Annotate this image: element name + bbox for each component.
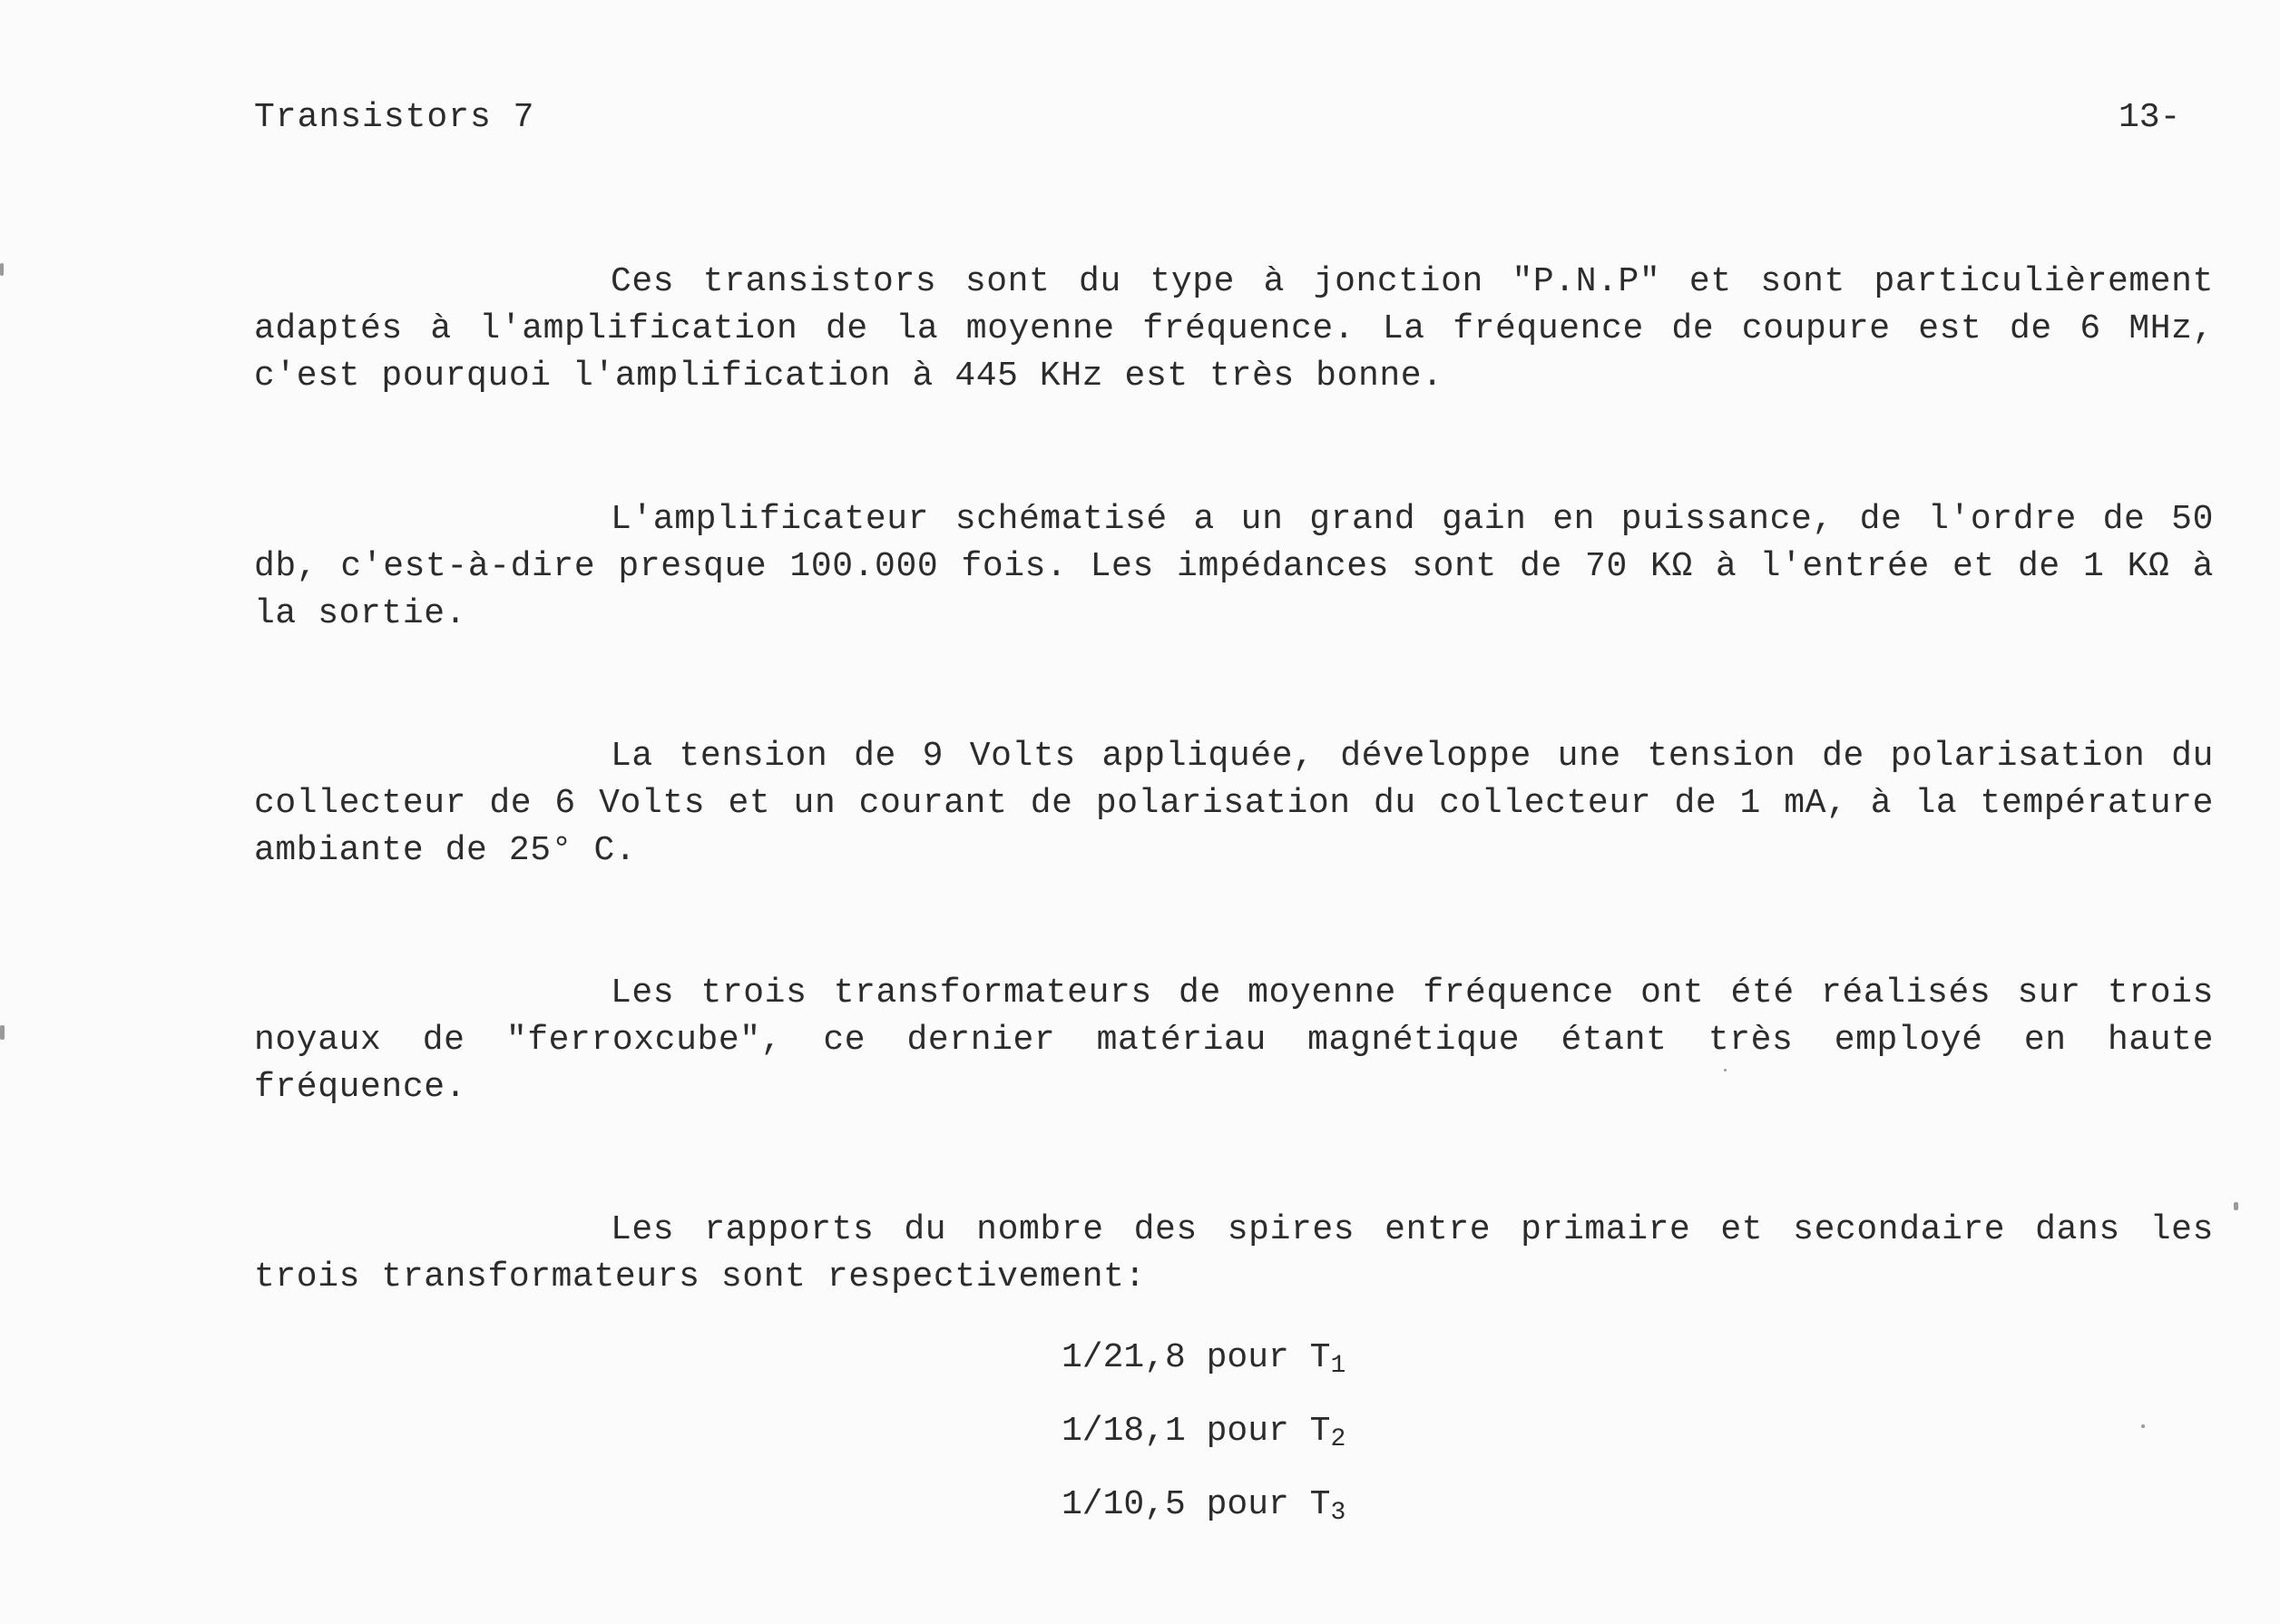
paragraph [254, 259, 2214, 400]
paragraph-text: L'amplificateur schématisé a un grand gain en puissance, de l'ordre de 50 db, c'est-à-dire presque 100.000 fois. Les impédances sont de 70 KΩ à l'entrée et de 1 KΩ à la sortie. [254, 500, 2214, 633]
scan-speck [1724, 1069, 1727, 1071]
paragraph [254, 733, 2214, 875]
turns-ratio-list [1062, 1323, 1345, 1543]
paragraph [254, 496, 2214, 638]
scan-speck [0, 263, 4, 276]
ratio-subscript: 3 [1330, 1499, 1346, 1527]
paragraph-text: La tension de 9 Volts appliquée, développe une tension de polarisation du collecteur de 6 Volts et un courant de polarisation du collecteur de 1 mA, à la température ambiante de 25° C. [254, 737, 2214, 870]
paragraph-text: Ces transistors sont du type à jonction "P.N.P" et sont particulièrement adaptés à l'amplification de la moyenne fréquence. La fréquence de coupure est de 6 MHz, c'est pourquoi l'amplification à 445 KHz est très bonne. [254, 262, 2214, 396]
paragraph-text: Les trois transformateurs de moyenne fréquence ont été réalisés sur trois noyaux de "ferroxcube", ce dernier matériau magnétique étant très employé en haute fréquence. [254, 973, 2214, 1107]
page-number: 13- [2119, 98, 2181, 137]
scan-speck [0, 1025, 5, 1040]
ratio-subscript: 1 [1330, 1352, 1346, 1380]
paragraph [254, 970, 2214, 1111]
ratio-subscript: 2 [1330, 1425, 1346, 1453]
paragraph [254, 1207, 2214, 1301]
ratio-text: 1/10,5 pour T [1062, 1485, 1331, 1524]
scan-speck [2141, 1424, 2145, 1428]
scan-speck [2234, 1202, 2238, 1210]
page-header-title: Transistors 7 [254, 98, 535, 137]
ratio-text: 1/18,1 pour T [1062, 1412, 1331, 1451]
turns-ratio-item [1062, 1470, 1345, 1543]
turns-ratio-item [1062, 1323, 1345, 1396]
turns-ratio-item [1062, 1396, 1345, 1470]
paragraph-text: Les rapports du nombre des spires entre primaire et secondaire dans les trois transformateurs sont respectivement: [254, 1210, 2214, 1296]
ratio-text: 1/21,8 pour T [1062, 1338, 1331, 1377]
